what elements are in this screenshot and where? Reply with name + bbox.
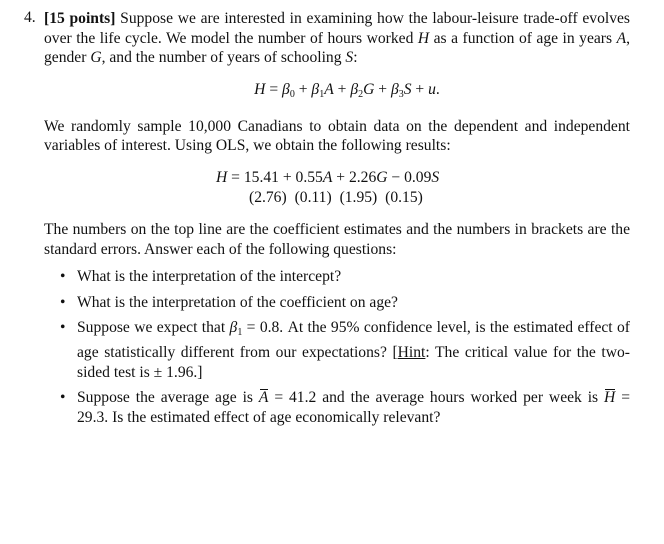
intro-text: : bbox=[353, 49, 358, 67]
est-term: = 15.41 + 0.55 bbox=[227, 168, 323, 186]
question-item bbox=[44, 293, 630, 313]
intro-text: , gender bbox=[44, 29, 630, 67]
est-var-s: S bbox=[431, 168, 440, 186]
question-text: Suppose we expect that bbox=[77, 319, 230, 337]
eq-var-s: S bbox=[403, 80, 412, 98]
question-item bbox=[44, 318, 630, 382]
beta-0: β bbox=[282, 80, 290, 98]
question-item bbox=[44, 388, 630, 427]
question-text: Suppose the average age is bbox=[77, 389, 259, 407]
estimates-row bbox=[44, 168, 630, 188]
question-text: = 41.2 and the average hours worked per week is bbox=[268, 389, 605, 407]
mean-age-symbol: A bbox=[258, 389, 269, 407]
question-text: = 0.8. At the 95% confidence level, is the estimated effect of age statistically different from our expectations? [ bbox=[77, 319, 630, 361]
beta-1-sub: 1 bbox=[237, 327, 243, 339]
beta-1: β bbox=[311, 80, 320, 98]
problem-content bbox=[44, 9, 630, 427]
bullet-icon: • bbox=[60, 268, 66, 286]
problem-number: 4. bbox=[24, 9, 36, 26]
bullet-icon: • bbox=[60, 293, 66, 311]
intro-text: , and the number of years of schooling bbox=[101, 49, 346, 67]
bullet-icon: • bbox=[60, 319, 66, 337]
beta-3: β bbox=[390, 80, 399, 98]
eq-sign: = bbox=[265, 80, 283, 98]
plus: + bbox=[374, 80, 391, 98]
est-lhs: H bbox=[216, 168, 228, 186]
est-term: + 2.26 bbox=[332, 168, 377, 186]
beta-3-sub: 3 bbox=[398, 88, 404, 100]
beta-0-sub: 0 bbox=[289, 88, 295, 100]
intro-text: Suppose we are interested in examining how the labour-leisure trade-off evolves over the life cycle. We model the number of hours worked bbox=[44, 10, 630, 47]
var-g: G bbox=[90, 49, 102, 67]
eq-period: . bbox=[435, 80, 440, 98]
question-text: = 29.3. Is the estimated effect of age economically relevant? bbox=[77, 389, 630, 426]
plus: + bbox=[333, 80, 351, 98]
est-var-a: A bbox=[322, 168, 333, 186]
question-list bbox=[44, 267, 630, 427]
bullet-icon: • bbox=[60, 389, 66, 407]
intro-text: as a function of age in years bbox=[429, 29, 617, 47]
explain-paragraph: The numbers on the top line are the coefficient estimates and the numbers in brackets are the standard errors. Answer each of the following questions: bbox=[44, 220, 630, 258]
question-item bbox=[44, 267, 630, 287]
var-a: A bbox=[616, 29, 627, 47]
question-text: What is the interpretation of the intercept? bbox=[77, 268, 342, 286]
beta-2: β bbox=[350, 80, 359, 98]
model-equation bbox=[44, 80, 630, 105]
estimated-equation bbox=[44, 168, 630, 208]
error-term: u bbox=[428, 80, 436, 98]
problem-4 bbox=[24, 9, 630, 433]
beta-2-sub: 2 bbox=[358, 88, 364, 100]
plus: + bbox=[294, 80, 312, 98]
var-s: S bbox=[345, 49, 354, 67]
est-term: − 0.09 bbox=[387, 168, 432, 186]
eq-lhs: H bbox=[254, 80, 266, 98]
eq-var-g: G bbox=[363, 80, 375, 98]
est-var-g: G bbox=[376, 168, 388, 186]
question-text: : The critical value for the two-sided test is ± 1.96.] bbox=[77, 343, 630, 381]
sample-paragraph: We randomly sample 10,000 Canadians to obtain data on the dependent and independent variables of interest. Using OLS, we obtain the following results: bbox=[44, 117, 630, 155]
hint-label: Hint bbox=[397, 343, 426, 361]
mean-hours-symbol: H bbox=[604, 389, 616, 407]
plus: + bbox=[411, 80, 429, 98]
beta-1-sub: 1 bbox=[319, 88, 325, 100]
beta-1: β bbox=[229, 319, 238, 337]
points-label: [15 points] bbox=[44, 10, 116, 27]
eq-var-a: A bbox=[324, 80, 334, 98]
var-h: H bbox=[417, 29, 430, 47]
question-text: What is the interpretation of the coefficient on age? bbox=[77, 293, 398, 311]
std-errors-row: (2.76) (0.11) (1.95) (0.15) bbox=[249, 188, 423, 206]
intro-paragraph bbox=[44, 9, 630, 68]
